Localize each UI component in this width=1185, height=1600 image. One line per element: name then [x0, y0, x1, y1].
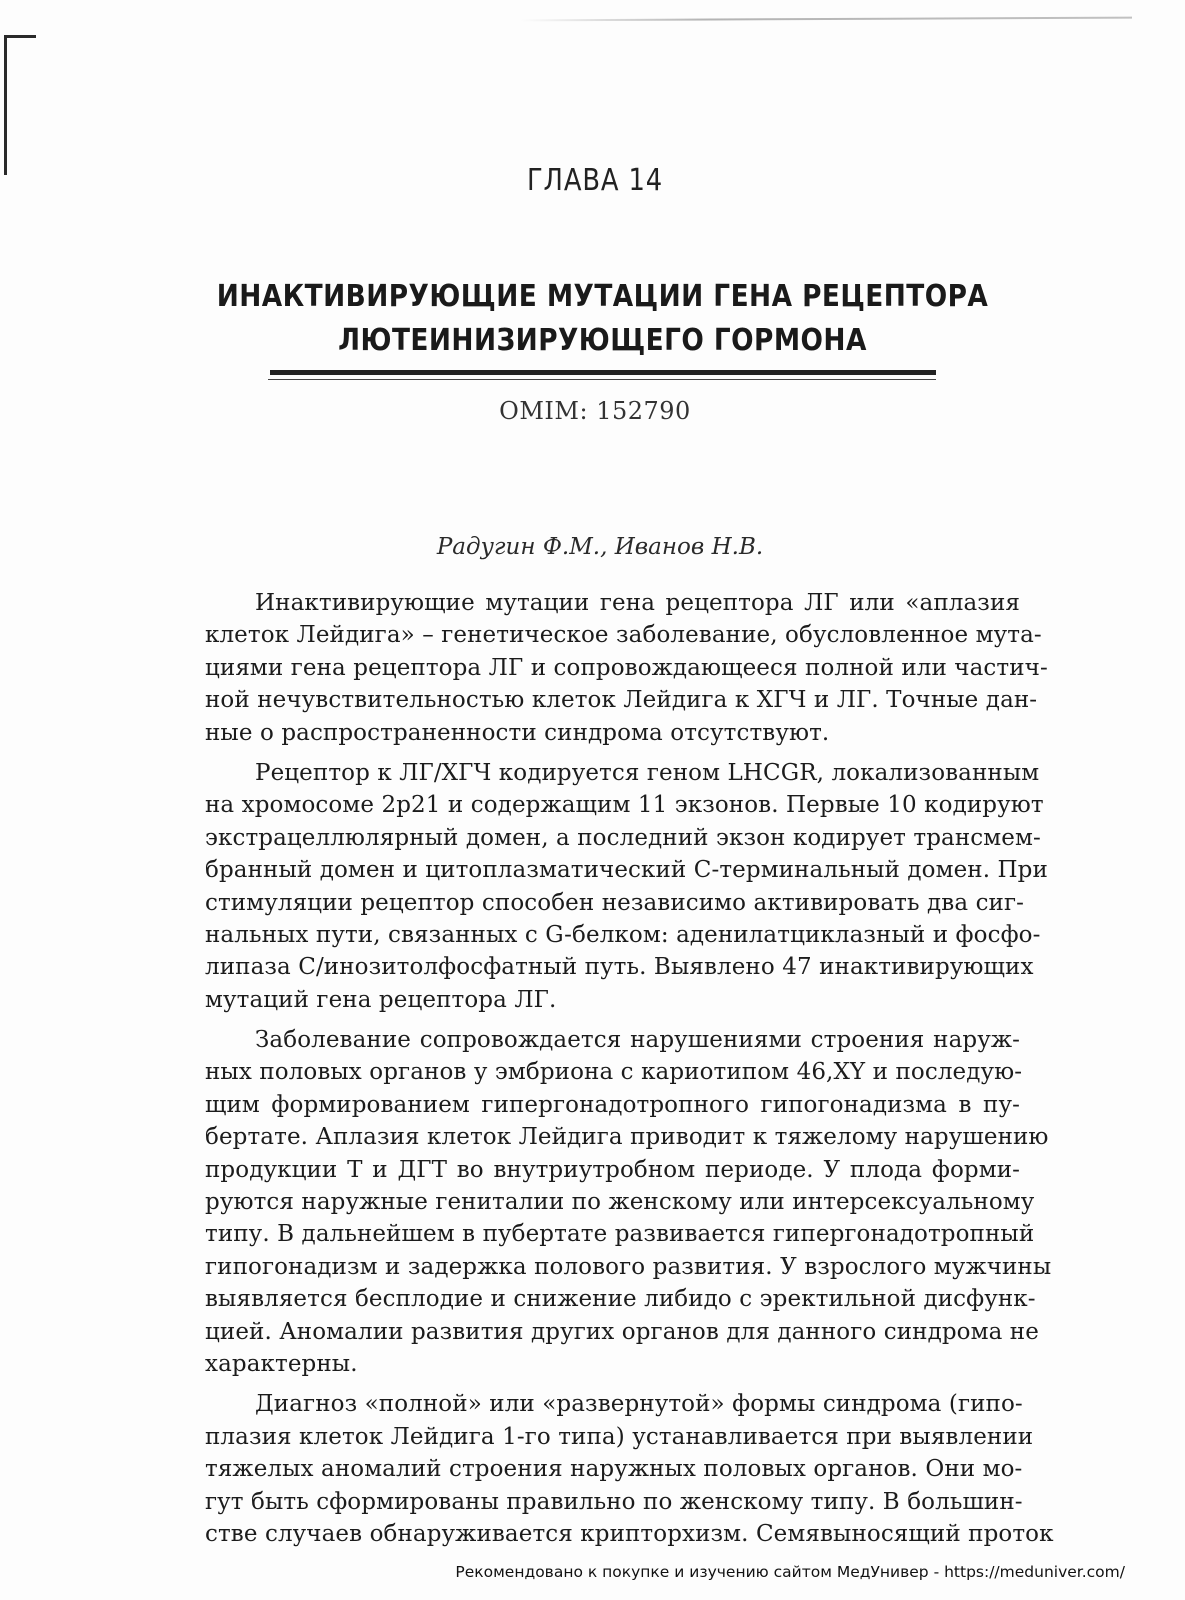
chapter-title-line: ИНАКТИВИРУЮЩИЕ МУТАЦИИ ГЕНА РЕЦЕПТОРА — [216, 279, 989, 314]
text-line: циями гена рецептора ЛГ и сопровождающееся полной или частич- — [205, 654, 1048, 681]
text-line: гипогонадизм и задержка полового развития. У взрослого мужчины — [205, 1253, 1052, 1280]
text-line: на хромосоме 2р21 и содержащим 11 экзонов. Первые 10 кодируют — [205, 792, 1044, 819]
title-rule-thin — [268, 379, 936, 380]
text-line: гут быть сформированы правильно по женскому типу. В большин- — [205, 1488, 1023, 1515]
scan-edge-line — [520, 17, 1132, 22]
text-line: Диагноз «полной» или «развернутой» формы синдрома (гипо- — [255, 1391, 1023, 1418]
title-rule-thick — [270, 370, 936, 375]
text-line: тяжелых аномалий строения наружных половых органов. Они мо- — [205, 1456, 1023, 1483]
text-line: щим формированием гипергонадотропного гипогонадизма в пу- — [205, 1091, 1020, 1118]
paragraph — [205, 587, 1048, 749]
text-line: продукции Т и ДГТ во внутриутробном периоде. У плода форми- — [205, 1156, 1020, 1183]
text-line: мутаций гена рецептора ЛГ. — [205, 986, 557, 1013]
text-line: стве случаев обнаруживается крипторхизм. Семявыносящий проток — [205, 1520, 1054, 1547]
text-line: характерны. — [205, 1350, 358, 1377]
text-line: экстрацеллюлярный домен, а последний экзон кодирует трансмем- — [205, 824, 1041, 851]
paragraph — [205, 1388, 1054, 1550]
text-line: стимуляции рецептор способен независимо активировать два сиг- — [205, 889, 1025, 916]
text-line: выявляется бесплодие и снижение либидо с эректильной дисфунк- — [205, 1286, 1036, 1313]
text-line: ных половых органов у эмбриона с кариотипом 46,XY и последую- — [205, 1059, 1023, 1086]
omim-number: OMIM: 152790 — [499, 397, 691, 425]
text-line: ной нечувствительностью клеток Лейдига к ХГЧ и ЛГ. Точные дан- — [205, 687, 1038, 714]
text-line: Рецептор к ЛГ/ХГЧ кодируется геном LHCGR, локализованным — [255, 759, 1040, 786]
paragraph-gap — [205, 749, 1020, 757]
text-line: цией. Аномалии развития других органов для данного синдрома не — [205, 1318, 1039, 1345]
text-line: руются наружные гениталии по женскому или интерсексуальному — [205, 1189, 1035, 1216]
scan-margin-mark — [4, 35, 7, 175]
text-line: ные о распространенности синдрома отсутствуют. — [205, 719, 830, 746]
text-line: липаза С/инозитолфосфатный путь. Выявлено 47 инактивирующих — [205, 954, 1034, 981]
text-line: Заболевание сопровождается нарушениями строения наруж- — [255, 1027, 1020, 1054]
text-line: нальных пути, связанных с G-белком: аденилатциклазный и фосфо- — [205, 921, 1041, 948]
chapter-label: ГЛАВА 14 — [526, 163, 664, 198]
text-line: клеток Лейдига» – генетическое заболевание, обусловленное мута- — [205, 622, 1042, 649]
text-line: бранный домен и цитоплазматический С-терминальный домен. При — [205, 857, 1048, 884]
paragraph-gap — [205, 1380, 1020, 1388]
paragraph — [205, 757, 1048, 1016]
text-line: типу. В дальнейшем в пубертате развивается гипергонадотропный — [205, 1221, 1035, 1248]
text-line: бертате. Аплазия клеток Лейдига приводит к тяжелому нарушению — [205, 1124, 1049, 1151]
text-line: Инактивирующие мутации гена рецептора ЛГ или «аплазия — [255, 590, 1020, 616]
body-text — [205, 587, 1054, 1550]
scan-margin-mark-top — [4, 35, 36, 38]
chapter-title-line: ЛЮТЕИНИЗИРУЮЩЕГО ГОРМОНА — [338, 323, 867, 358]
paragraph — [205, 1024, 1052, 1380]
chapter-title — [72, 275, 1132, 363]
authors: Радугин Ф.М., Иванов Н.В. — [436, 534, 764, 560]
footer-recommendation[interactable]: Рекомендовано к покупке и изучению сайтом МедУнивер - https://meduniver.com/ — [455, 1563, 1125, 1581]
text-line: плазия клеток Лейдига 1-го типа) устанавливается при выявлении — [205, 1423, 1034, 1450]
paragraph-gap — [205, 1016, 1020, 1024]
